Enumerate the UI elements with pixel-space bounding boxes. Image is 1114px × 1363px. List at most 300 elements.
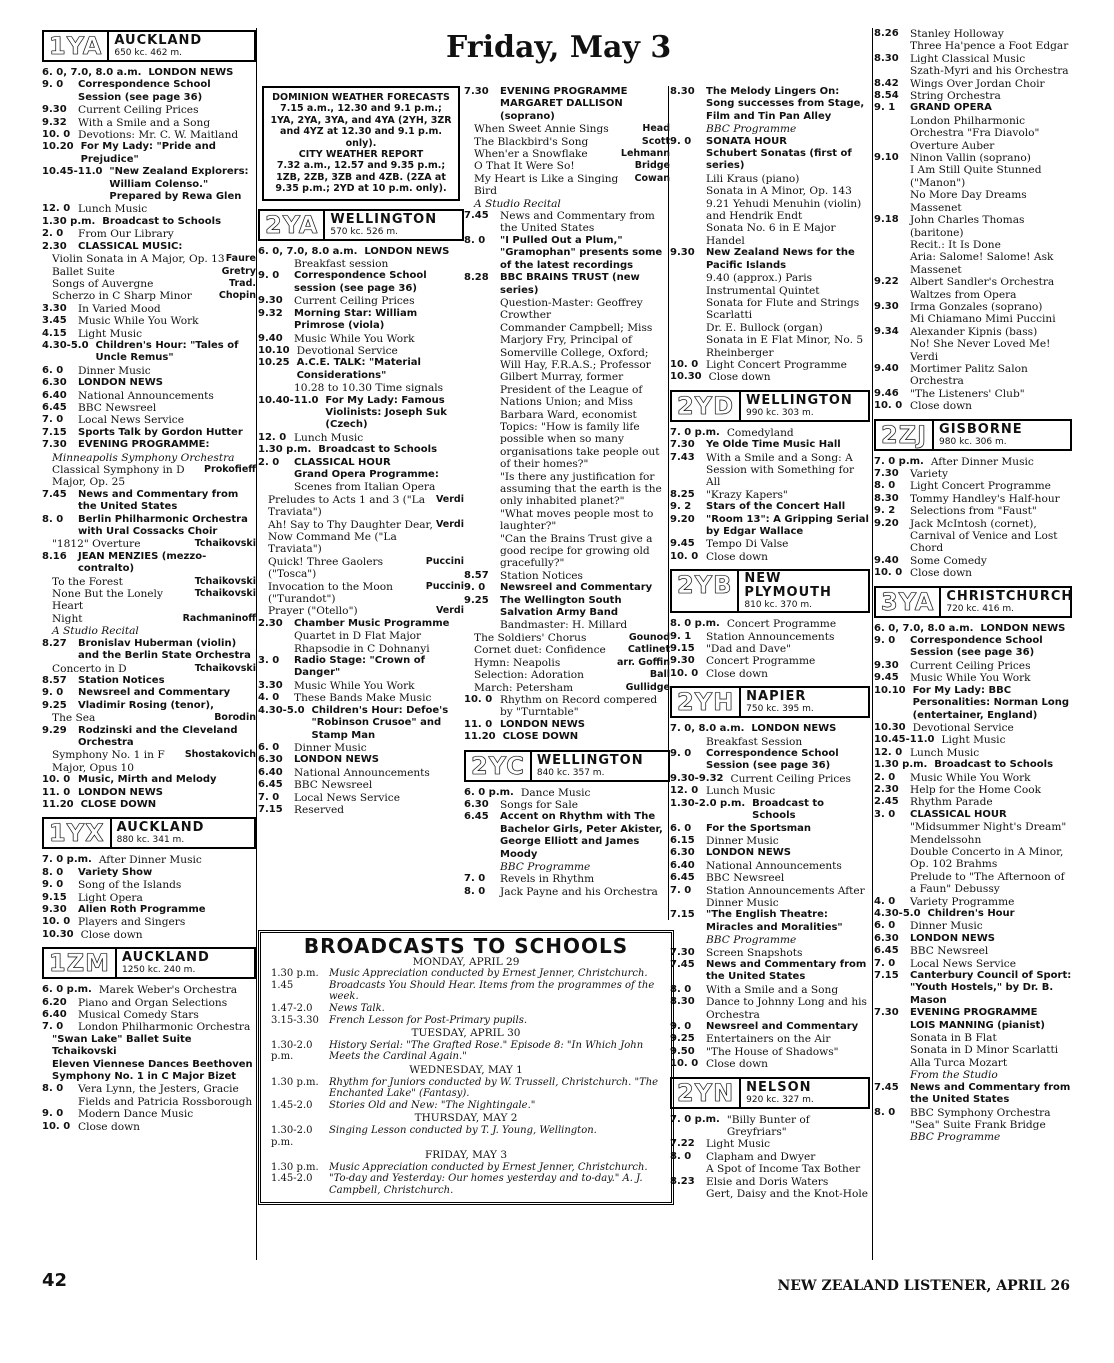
programme-time: 9. 0 [670,1021,699,1032]
programme-entry [258,270,464,295]
piece-title: March: Petersham [474,681,574,694]
programme-time: 1.30 p.m. [258,444,319,456]
programme-time: 6. 0 p.m. [464,786,521,798]
programme-title: Stars of the Concert Hall [706,501,846,513]
programme-entry [874,871,1072,896]
programme-title: Revels in Rhythm [500,873,595,886]
programme-entry [874,685,1072,722]
programme-time [464,471,500,508]
programme-title: Lunch Music [294,431,364,444]
programme-time: 6.15 [670,834,702,846]
programme-entry [874,338,1072,363]
programme-time: 7.45 [670,958,702,970]
composer: Rachmaninoff [182,612,256,624]
programme-entry [42,104,256,116]
programme-title: Light Concert Programme [910,480,1051,493]
programme-title: LONDON NEWS [78,786,163,798]
programme-title: With a Smile and a Song [706,983,839,996]
schools-item [271,1077,661,1100]
piece-entry: Eleven Viennese Dances Beethoven [52,1058,253,1070]
programme-title: National Announcements [706,859,842,872]
piece-entry [464,644,670,656]
programme-title: John Charles Thomas (baritone) [910,214,1025,239]
programme-title: Station Announcements [706,630,835,643]
programme-title: Sonata No. 6 in E Major Handel [706,222,836,247]
programme-time [874,1057,910,1069]
programme-title: Concert Programme [706,655,816,668]
programme-entry [464,570,670,582]
programme-title: Allen Roth Programme [78,904,206,915]
programme-entry [874,289,1072,301]
programme-title: National Announcements [78,389,214,402]
programme-title: Newsreel and Commentary [78,687,231,699]
programme-title: 9.40 (approx.) Paris Instrumental Quintet [706,272,820,297]
programme-entry [670,501,870,513]
programme-entry [258,754,464,766]
programme-entry [874,1007,1072,1019]
programme-entry [464,98,670,123]
piece-title: Violin Sonata in A Major, Op. 13 [52,253,225,266]
composer: Gretry [221,265,256,277]
footer-masthead: NEW ZEALAND LISTENER, APRIL 26 [777,1278,1070,1294]
programme-title: Local News Service [910,957,1016,970]
programme-time: 6. 0, 7.0, 8.0 a.m. [874,622,981,634]
programme-time: 12. 0 [670,785,706,797]
programme-title: Lili Kraus (piano) [706,172,800,185]
piece-title: When Sweet Annie Sings [474,123,609,136]
programme-entry [670,618,870,630]
composer: Prokofieff [204,464,256,475]
schools-day: MONDAY, APRIL 29 [412,955,520,968]
programme-title: Broadcast to Schools [102,215,222,227]
programme-time: 8.28 [464,272,496,284]
programme-entry [258,481,464,493]
programme-entry [670,1046,870,1058]
piece-entry [258,519,464,556]
programme-time: 10. 0 [42,916,78,928]
piece-entry: "Swan Lake" Ballet Suite Tchaikovski [52,1033,192,1058]
piece-entry [464,198,670,210]
piece-entry [42,290,256,302]
schools-day: WEDNESDAY, MAY 1 [409,1063,523,1076]
programme-time: 8.26 [874,28,906,39]
programme-time: 7.30 [464,86,496,97]
programme-time: 7.43 [670,451,702,463]
programme-entry [874,1057,1072,1069]
programme-entry [464,297,670,322]
programme-entry [258,444,464,456]
programme-entry [42,129,256,141]
programme-title: Song of the Islands [78,879,182,892]
programme-time: 8.30 [874,492,906,504]
programme-time [670,185,706,197]
programme-entry [670,773,870,785]
programme-time: 9.34 [874,325,906,337]
programme-entry [874,747,1072,759]
programme-entry [258,246,464,258]
programme-time [464,322,500,421]
programme-time: 9.20 [874,517,906,529]
programme-title: Ye Olde Time Music Hall [706,439,841,451]
programme-title: CLOSE DOWN [80,798,157,810]
programme-entry [258,308,464,333]
programme-time: 8.27 [42,637,74,649]
programme-title: BBC Newsreel [706,872,785,885]
programme-entry [670,798,870,823]
programme-entry [670,934,870,946]
programme-time [874,1131,910,1143]
programme-time [874,1020,910,1032]
programme-title: Vladimir Rosing (tenor), [78,699,214,711]
programme-time: 2.30 [874,783,906,795]
piece-entry [258,556,464,581]
programme-time: 10. 0 [42,129,78,141]
schools-title: BROADCASTS TO SCHOOLS [303,934,629,958]
programme-entry [874,189,1072,214]
programme-time [464,508,500,533]
programme-title: Close down [708,371,771,384]
schools-time: 1.30 p.m. [271,968,319,980]
programme-title: The Wellington South Salvation Army Band [500,594,622,619]
programme-entry [42,929,256,941]
composer: Bridge [634,160,670,172]
schools-day: TUESDAY, APRIL 30 [411,1027,521,1040]
programme-time [464,533,500,570]
programme-entry [670,489,870,501]
programme-entry [874,1131,1072,1143]
programme-time: 7. 0 [670,884,699,896]
programme-time: 8.30 [874,52,906,64]
piece-title: Selection: Adoration [474,669,584,682]
programme-time: 8. 0 [42,1083,71,1095]
programme-title: Close down [80,928,143,941]
piece-title: Songs of Auvergne [52,277,154,290]
programme-time: 10. 0 [670,667,706,679]
programme-entry [670,123,870,135]
programme-title: Berlin Philharmonic Orchestra with Ural Cossacks Choir [78,513,248,538]
programme-title: Question-Master: Geoffrey Crowther [500,296,643,322]
programme-title: Close down [706,1058,768,1071]
programme-entry [874,945,1072,957]
schools-time: 1.45-2.0 [271,1099,313,1111]
programme-title: LONDON NEWS [500,718,585,730]
programme-title: Marek Weber's Orchestra [98,984,238,997]
schools-time: 1.30-2.0 p.m. [271,1124,313,1148]
schools-item [271,1162,661,1174]
programme-time: 10. 0 [42,774,78,786]
page-title: Friday, May 3 [446,30,672,65]
programme-entry [670,439,870,451]
programme-title: CLOSE DOWN [502,731,579,743]
programme-title: Alexander Kipnis (bass) [910,325,1038,338]
programme-entry [258,357,464,382]
programme-title: National Announcements [294,766,430,779]
programme-entry [670,148,870,173]
programme-title: Station Notices [500,569,583,582]
programme-title: Light Music [941,734,1006,747]
programme-entry [670,847,870,859]
programme-title: LONDON NEWS [364,245,450,257]
programme-time [670,334,706,359]
programme-time: 9. 0 [874,635,903,647]
programme-title: Sonata in E Flat Minor, No. 5 Rheinberger [706,334,864,359]
programme-title: BBC Programme [706,934,797,947]
schools-item [271,1040,661,1063]
programme-time: 9.30-9.32 [670,772,731,784]
programme-time: 9.32 [258,307,290,319]
piece-title: Hymn: Neapolis [474,656,561,669]
programme-entry [670,835,870,847]
programme-time: 7.30 [670,439,702,451]
programme-time [670,736,706,748]
schools-day: FRIDAY, MAY 3 [424,1149,508,1162]
programme-entry [874,239,1072,251]
programme-entry [670,785,870,797]
programme-entry [42,1009,256,1021]
column-2ya [258,80,464,816]
programme-entry [874,388,1072,400]
programme-title: Breakfast Session [706,735,803,748]
programme-entry [874,400,1072,412]
programme-title: MARGARET DALLISON (soprano) [500,98,623,122]
programme-entry [42,340,256,365]
programme-time [874,65,910,77]
programme-entry [874,65,1072,77]
programme-time: 6.30 [42,377,74,389]
programme-title: LONDON NEWS [78,377,163,389]
programme-time: 3.30 [42,302,74,314]
programme-time: 7.30 [670,946,702,958]
piece-title: My Heart is Like a Singing Bird [474,172,619,198]
piece-title: Concerto in D [52,662,127,675]
programme-entry [42,725,256,750]
programme-title: New Zealand News for the Pacific Islands [706,247,855,271]
programme-title: Some Comedy [910,554,987,567]
programme-title: Broadcast to Schools [318,444,438,456]
schools-item [271,1015,661,1027]
programme-time: 11.20 [464,731,503,743]
programme-entry [42,854,256,866]
programme-title: BBC Newsreel [294,779,373,792]
programme-entry [670,860,870,872]
programme-title: Dinner Music [706,834,779,847]
piece-title: The Blackbird's Song [474,135,589,148]
programme-entry [42,402,256,414]
programme-time [670,934,706,946]
programme-entry [874,468,1072,480]
programme-time: 10. 0 [874,567,910,579]
programme-time [670,123,706,135]
programme-time: 6.30 [464,798,496,810]
composer: Catlinet [627,644,670,656]
programme-title: "The House of Shadows" [706,1045,839,1058]
programme-title: Music, Mirth and Melody [78,774,217,786]
programme-time [258,643,294,655]
programme-time [874,40,910,52]
schools-time: 1.30 p.m. [271,1076,319,1088]
programme-time: 7.45 [464,210,496,222]
piece-title: Ballet Suite [52,265,115,278]
programme-time: 9. 0 [670,748,699,760]
programme-time [874,1032,910,1044]
programme-entry [42,166,256,203]
programme-entry [258,779,464,791]
piece-entry [464,136,670,148]
programme-entry [874,53,1072,65]
programme-entry [874,505,1072,517]
programme-time: 10.45-11.0 [874,734,942,746]
programme-title: 10.28 to 10.30 Time signals [294,382,444,395]
programme-entry [874,933,1072,945]
composer: Lehmann [620,148,670,160]
station-logo-2yb: 2YB NEW PLYMOUTH 810 kc. 370 m. [670,569,870,613]
programme-title: LONDON NEWS [751,723,837,735]
programme-title: BBC Newsreel [78,401,157,414]
programme-title: Clapham and Dwyer [706,1150,816,1163]
programme-entry [42,984,256,996]
programme-entry [258,258,464,270]
schools-time: 3.15-3.30 [271,1014,319,1026]
programme-time: 9. 0 [258,270,287,282]
programme-title: Rodzinski and the Cleveland Orchestra [78,724,238,748]
programme-title: "Sea" Suite Frank Bridge [910,1118,1046,1131]
piece-entry [464,123,670,135]
programme-entry [670,371,870,383]
piece-entry: Symphony No. 1 in C Major Bizet [52,1071,237,1083]
programme-entry [464,873,670,885]
programme-title: Waltzes from Opera [910,288,1017,301]
programme-entry [670,334,870,359]
programme-entry [874,567,1072,579]
programme-title: Music While You Work [910,771,1031,784]
programme-entry [670,452,870,489]
programme-title: Bandmaster: H. Millard [500,619,628,632]
programme-entry [670,631,870,643]
programme-entry [42,439,256,451]
programme-entry [258,618,464,630]
programme-entry [670,322,870,334]
schools-desc: Music Appreciation conducted by Ernest Jenner, Christchurch. [329,1161,648,1173]
programme-time [464,861,500,873]
programme-entry [464,582,670,594]
programme-title: Concert Programme [726,618,837,631]
programme-time [258,469,294,481]
programme-entry [464,86,670,98]
piece-entry [258,581,464,606]
programme-entry [258,295,464,307]
piece-entry [464,160,670,172]
composer: Verdi [435,493,464,505]
programme-title: Close down [706,550,768,563]
programme-time: 9.30 [670,655,702,667]
piece-entry [42,576,256,588]
programme-entry [464,421,670,471]
programme-time: 6.40 [42,389,74,401]
programme-title: Commander Campbell; Miss Marjory Fry, Principal of Somerville College, Oxford; Will Hay, F.R.A.S.; Professor Gilbert Murray, former President of the League of Nations Union; and Miss Barbara Ward, economist [500,321,653,421]
programme-entry [670,959,870,984]
programme-time: 8.30 [670,996,702,1008]
programme-entry [464,861,670,873]
programme-time: 9. 0 [464,582,493,594]
programme-entry [670,297,870,322]
programme-entry [258,655,464,680]
schools-desc: Stories Old and New: "The Nightingale." [329,1099,536,1111]
programme-title: Schubert Sonatas (first of series) [706,148,852,172]
programme-entry [670,1138,870,1150]
programme-title: Sonata in B Flat [910,1032,997,1045]
programme-time [464,297,500,322]
composer: Tchaikovski [194,538,256,550]
piece-entry [464,148,670,160]
programme-entry [258,692,464,704]
programme-title: Current Ceiling Prices [730,772,851,785]
programme-time: 10.30 [670,371,709,383]
programme-entry [874,672,1072,684]
programme-title: Comedyland [726,426,794,439]
programme-time: 6. 0 p.m. [42,984,99,996]
programme-time: 7.15 [258,803,290,815]
programme-title: Station Notices [78,674,165,686]
programme-entry [42,303,256,315]
programme-entry [874,40,1072,52]
programme-title: For My Lady: "Pride and Prejudice" [80,141,216,165]
programme-title: Dinner Music [294,741,367,754]
programme-entry [874,970,1072,1007]
programme-title: Chamber Music Programme [294,617,450,629]
programme-title: After Dinner Music [98,854,202,867]
schools-time: 1.30 p.m. [271,1161,319,1173]
piece-title: Preludes to Acts 1 and 3 ("La Traviata") [268,493,426,519]
programme-entry [258,643,464,655]
schools-desc: Singing Lesson conducted by T. J. Young, Wellington. [329,1124,597,1136]
programme-time: 6.30 [874,932,906,944]
programme-title: The Melody Lingers On: Song successes from Stage, Film and Tin Pan Alley [706,86,865,122]
programme-entry [670,1021,870,1033]
programme-title: Current Ceiling Prices [294,295,415,308]
programme-entry [42,427,256,439]
programme-time [874,289,910,301]
programme-time [258,630,294,642]
programme-title: Elsie and Doris Waters [706,1175,829,1188]
programme-entry [874,821,1072,846]
programme-time: 9.29 [42,724,74,736]
programme-title: Breakfast session [294,258,389,271]
programme-title: LONDON NEWS [294,754,379,766]
programme-time [874,313,910,325]
programme-time [670,173,706,185]
programme-title: SONATA HOUR [706,135,787,147]
piece-title: Prayer ("Otello") [268,605,358,618]
composer: Tchaikovski [194,588,256,600]
programme-entry [670,823,870,835]
programme-time: 7.30 [874,468,906,479]
programme-entry [258,469,464,481]
programme-title: Mi Chiamano Mimi Puccini [910,313,1056,326]
programme-entry [670,222,870,247]
programme-title: Jack Payne and his Orchestra [500,885,658,898]
programme-time: 9.40 [874,362,906,374]
programme-title: Help for the Home Cook [910,783,1042,796]
piece-entry [42,613,256,625]
programme-entry [258,630,464,642]
piece-entry [258,605,464,617]
programme-entry [670,872,870,884]
programme-title: Broadcast to Schools [752,797,825,822]
piece-title: Cornet duet: Confidence [474,644,606,657]
programme-time [670,322,706,334]
programme-entry [42,675,256,687]
programme-time: 7.45 [874,1081,906,1093]
